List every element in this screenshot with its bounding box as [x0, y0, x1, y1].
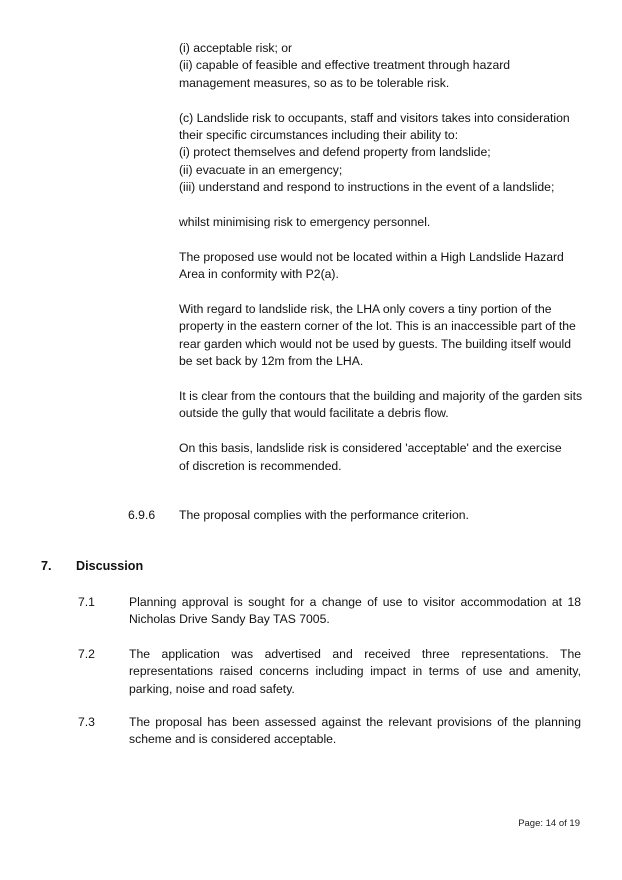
item-number: 7.3 — [78, 715, 95, 729]
item-text: Planning approval is sought for a change of use to visitor accommodation at 18 Nicholas Drive Sandy Bay TAS 7005. — [129, 595, 581, 627]
subsection-text: The proposal complies with the performance criterion. — [179, 508, 469, 522]
paragraph: (c) Landslide risk to occupants, staff and visitors takes into consideration their specific circumstances including their ability to: (i) protect themselves and defend property from landslide; (ii) evacuate in an emergency; (iii) understand and respond to instructions in the event of a landslide; — [179, 110, 570, 195]
paragraph: (i) acceptable risk; or (ii) capable of feasible and effective treatment through hazard management measures, so as to be tolerable risk. — [179, 41, 511, 90]
page-number: Page: 14 of 19 — [518, 818, 580, 829]
subsection-number: 6.9.6 — [128, 508, 156, 522]
item-text: The application was advertised and received three representations. The representations raised concerns including impact in terms of use and amenity, parking, noise and road safety. — [129, 647, 581, 696]
paragraph: With regard to landslide risk, the LHA only covers a tiny portion of the property in the eastern corner of the lot. This is an inaccessible part of the rear garden which would not be used by guests. The building itself would be set back by 12m from the LHA. — [179, 302, 576, 369]
landslide-assessment-text — [179, 40, 584, 475]
item-number: 7.1 — [78, 595, 95, 609]
paragraph: It is clear from the contours that the building and majority of the garden sits outside the gully that would facilitate a debris flow. — [179, 389, 583, 421]
paragraph: On this basis, landslide risk is considered 'acceptable' and the exercise of discretion is recommended. — [179, 441, 562, 473]
item-number: 7.2 — [78, 647, 95, 661]
paragraph: whilst minimising risk to emergency personnel. — [179, 215, 431, 230]
section-title: Discussion — [76, 559, 144, 573]
section-number: 7. — [41, 559, 52, 573]
item-text: The proposal has been assessed against the relevant provisions of the planning scheme and is considered acceptable. — [129, 715, 581, 747]
paragraph: The proposed use would not be located within a High Landslide Hazard Area in conformity with P2(a). — [179, 249, 564, 282]
